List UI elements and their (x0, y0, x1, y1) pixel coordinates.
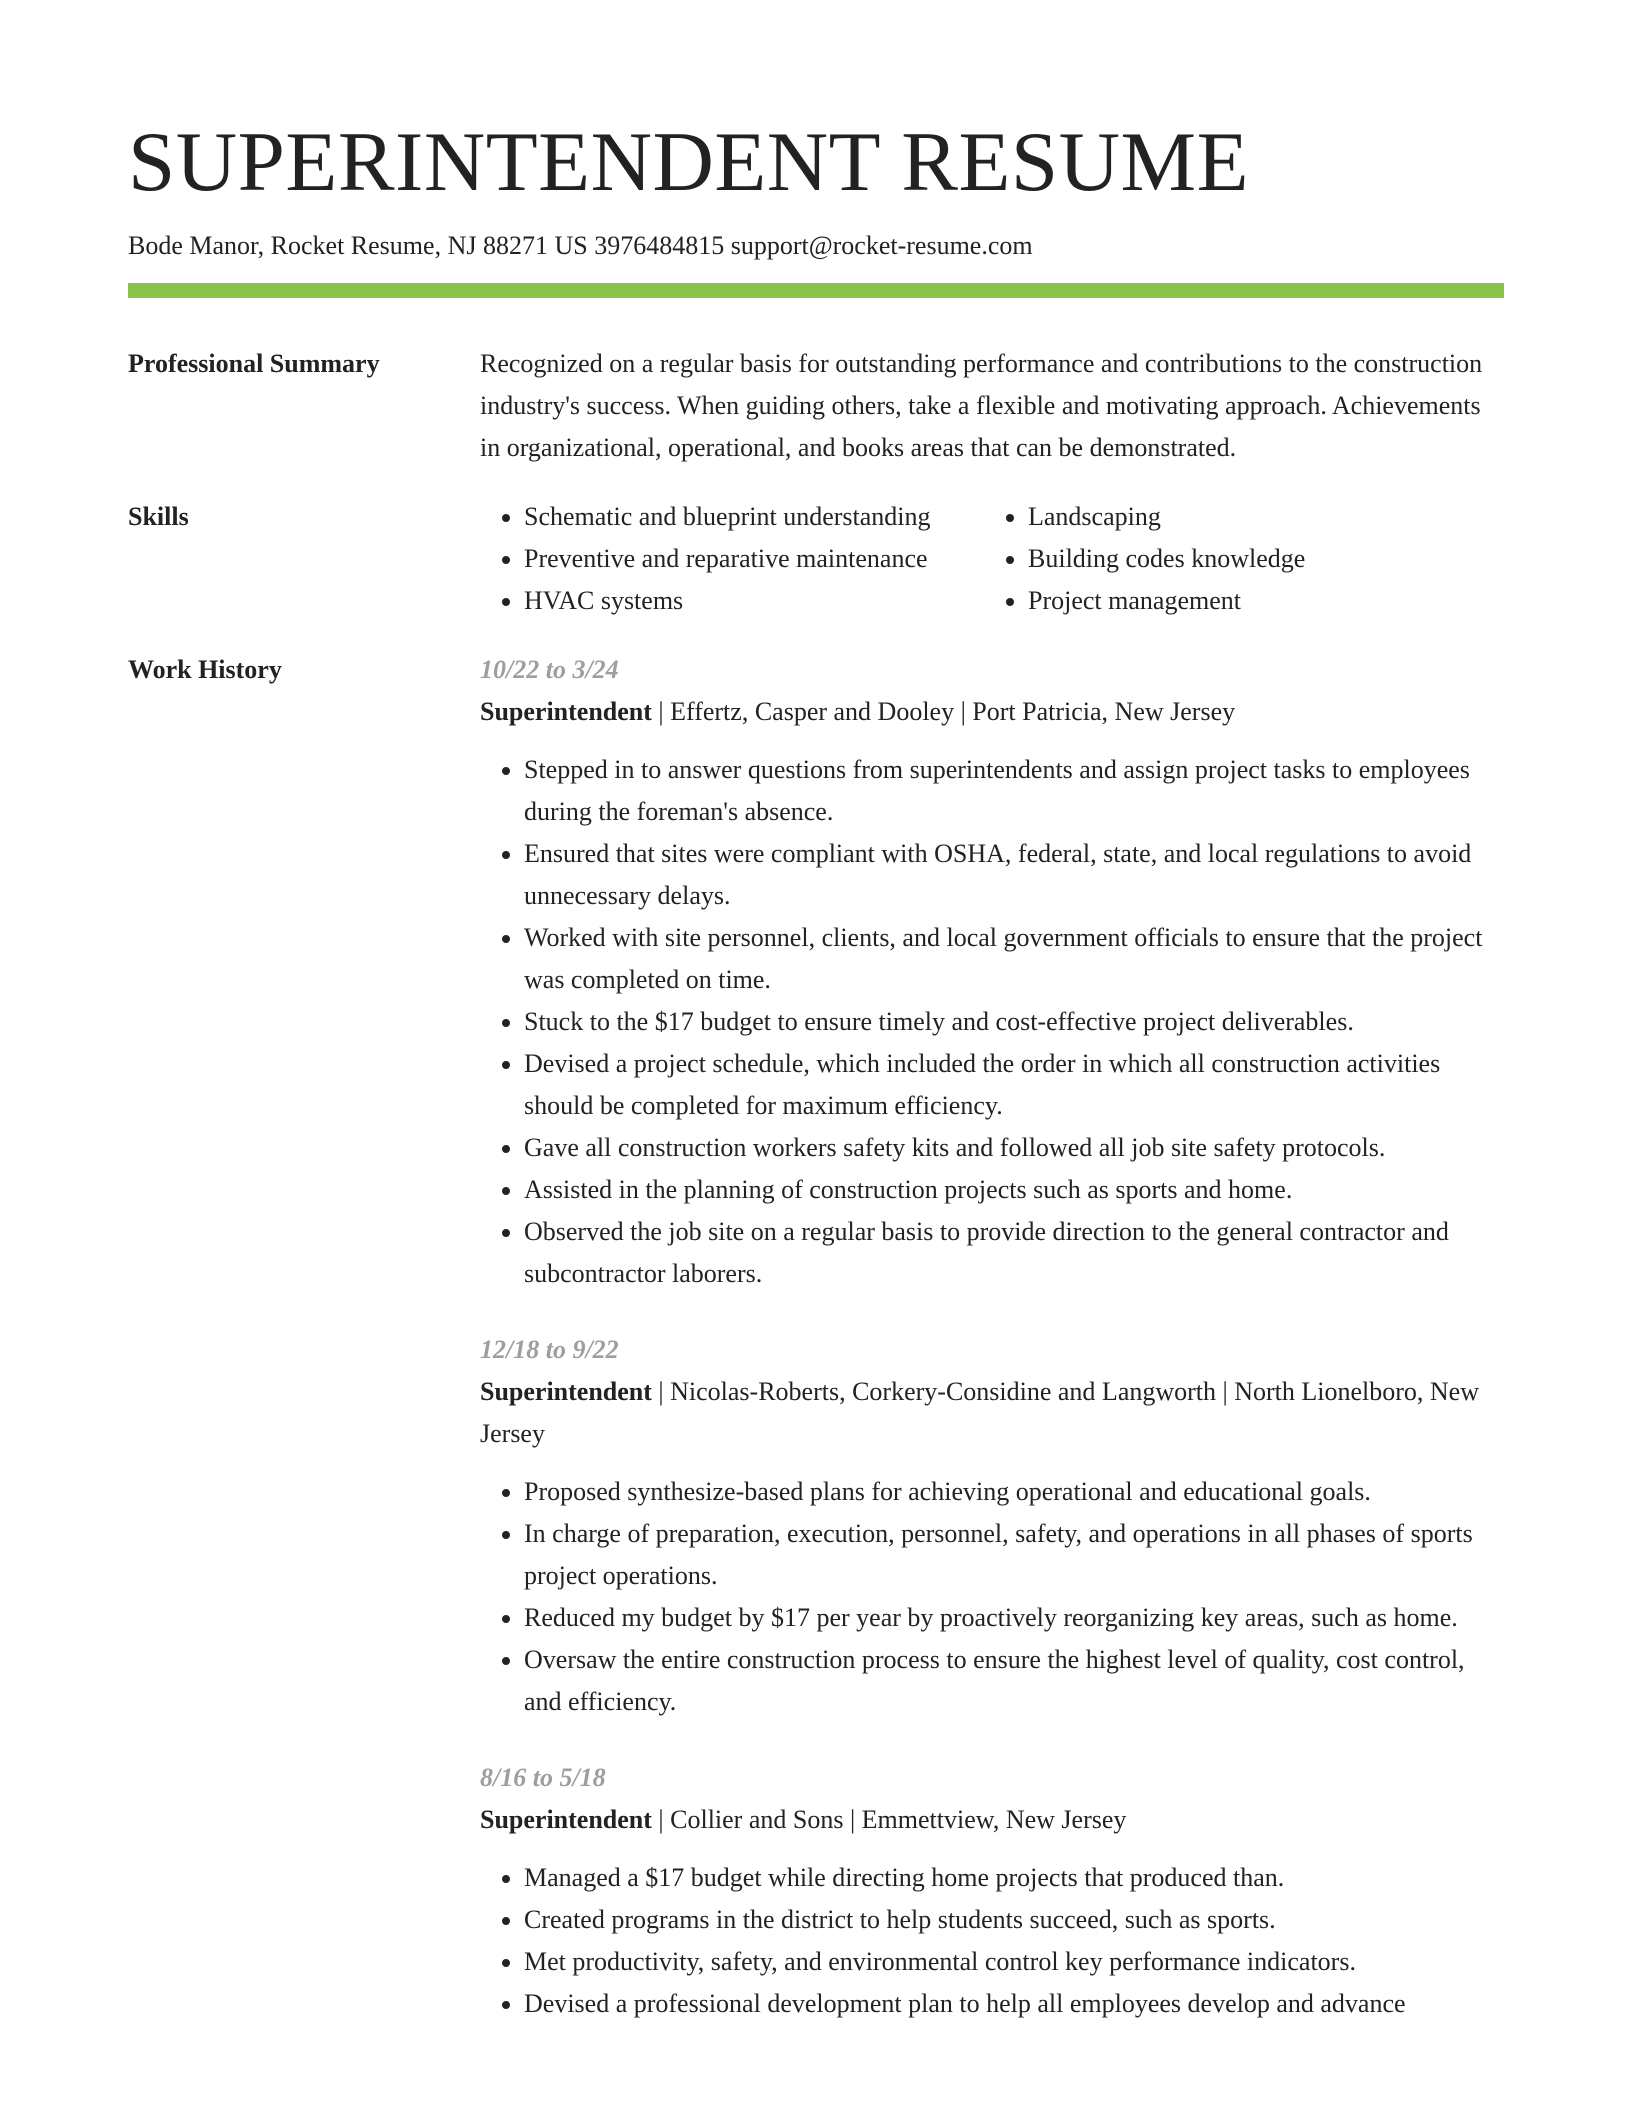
job-bullets (480, 1857, 1504, 2025)
job-details: | Collier and Sons | Emmettview, New Jersey (651, 1804, 1127, 1834)
skills-body (480, 496, 1504, 622)
job-bullet: • Proposed synthesize-based plans for achieving operational and educational goals. (524, 1471, 1504, 1513)
contact-line: Bode Manor, Rocket Resume, NJ 88271 US 3976484815 support@rocket-resume.com (128, 231, 1033, 260)
job-heading (480, 691, 1504, 733)
job-bullet: • Gave all construction workers safety kits and followed all job site safety protocols. (524, 1127, 1504, 1169)
job-entry (480, 1757, 1504, 2025)
skill-item: • Landscaping (1028, 496, 1504, 538)
job-heading (480, 1371, 1504, 1455)
job-bullets (480, 1471, 1504, 1723)
job-entry (480, 649, 1504, 1295)
summary-text: Recognized on a regular basis for outstanding performance and contributions to the construction industry's success. When guiding others, take a flexible and motivating approach. Achievements in organizational, operational, and books areas that can be demonstrated. (480, 348, 1483, 462)
job-bullet: • Observed the job site on a regular basis to provide direction to the general contractor and subcontractor laborers. (524, 1211, 1504, 1295)
summary-body (480, 343, 1504, 469)
job-bullet: • In charge of preparation, execution, personnel, safety, and operations in all phases of sports project operations. (524, 1513, 1504, 1597)
job-dates: 10/22 to 3/24 (480, 654, 619, 684)
job-bullet: • Created programs in the district to help students succeed, such as sports. (524, 1899, 1504, 1941)
skills-grid (480, 496, 1504, 622)
job-bullet: • Devised a project schedule, which included the order in which all construction activities should be completed for maximum efficiency. (524, 1043, 1504, 1127)
job-details: | Nicolas-Roberts, Corkery-Considine and Langworth | North Lionelboro, New Jersey (480, 1376, 1479, 1448)
job-bullet: • Assisted in the planning of construction projects such as sports and home. (524, 1169, 1504, 1211)
accent-divider (128, 283, 1504, 298)
job-dates: 8/16 to 5/18 (480, 1762, 606, 1792)
skill-item: • Building codes knowledge (1028, 538, 1504, 580)
job-dates: 12/18 to 9/22 (480, 1334, 619, 1364)
job-title: Superintendent (480, 1376, 652, 1406)
job-heading (480, 1799, 1504, 1841)
job-bullet: • Managed a $17 budget while directing home projects that produced than. (524, 1857, 1504, 1899)
job-bullet: • Oversaw the entire construction process to ensure the highest level of quality, cost control, and efficiency. (524, 1639, 1504, 1723)
summary-heading: Professional Summary (128, 348, 380, 378)
skills-list-right (984, 496, 1504, 622)
job-title: Superintendent (480, 696, 652, 726)
work-history-body (480, 649, 1504, 2025)
job-bullet: • Worked with site personnel, clients, and local government officials to ensure that the project was completed on time. (524, 917, 1504, 1001)
job-bullet: • Stuck to the $17 budget to ensure timely and cost-effective project deliverables. (524, 1001, 1504, 1043)
skills-list-left (480, 496, 984, 622)
job-bullet: • Devised a professional development plan to help all employees develop and advance (524, 1983, 1504, 2025)
job-title: Superintendent (480, 1804, 652, 1834)
job-bullet: • Ensured that sites were compliant with OSHA, federal, state, and local regulations to avoid unnecessary delays. (524, 833, 1504, 917)
skill-item: • Preventive and reparative maintenance (524, 538, 984, 580)
skill-item: • Project management (1028, 580, 1504, 622)
work-history-heading: Work History (128, 654, 282, 684)
job-bullet: • Reduced my budget by $17 per year by proactively reorganizing key areas, such as home. (524, 1597, 1504, 1639)
summary-section (128, 350, 1504, 469)
job-bullets (480, 749, 1504, 1295)
skill-item: • HVAC systems (524, 580, 984, 622)
work-history-section (128, 656, 1504, 2025)
skill-item: • Schematic and blueprint understanding (524, 496, 984, 538)
skills-heading: Skills (128, 501, 189, 531)
job-bullet: • Met productivity, safety, and environmental control key performance indicators. (524, 1941, 1504, 1983)
job-details: | Effertz, Casper and Dooley | Port Patricia, New Jersey (651, 696, 1236, 726)
job-entry (480, 1329, 1504, 1723)
job-bullet: • Stepped in to answer questions from superintendents and assign project tasks to employees during the foreman's absence. (524, 749, 1504, 833)
skills-section (128, 503, 1504, 622)
resume-title: SUPERINTENDENT RESUME (128, 115, 1250, 209)
